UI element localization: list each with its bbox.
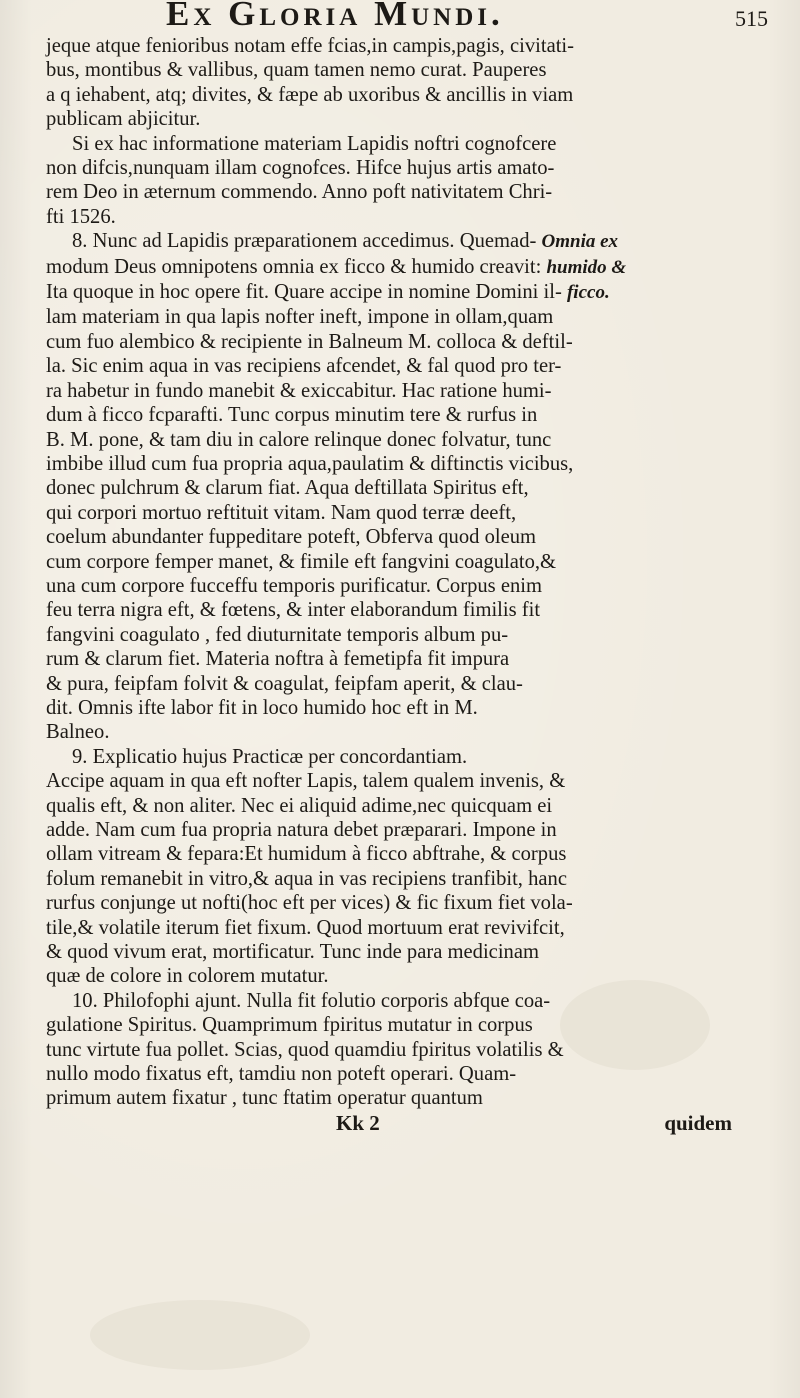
text-line xyxy=(46,255,780,280)
text-line: ra habetur in fundo manebit & exiccabitur. Hac ratione humi- xyxy=(46,379,552,402)
text-line: 10. Philofophi ajunt. Nulla fit folutio corporis abfque coa- xyxy=(72,989,551,1012)
text-line: a q iehabent, atq; divites, & fæpe ab uxoribus & ancillis in viam xyxy=(46,83,574,106)
text-line: qualis eft, & non aliter. Nec ei aliquid adime,nec quicquam ei xyxy=(46,794,553,817)
text-line-content: modum Deus omnipotens omnia ex ficco & humido creavit: xyxy=(46,255,542,278)
running-head xyxy=(46,0,780,34)
text-line: tunc virtute fua pollet. Scias, quod quamdiu fpiritus volatilis & xyxy=(46,1038,564,1061)
section-heading: 9. Explicatio hujus Practicæ per concordantiam. xyxy=(72,745,468,768)
page-footer xyxy=(46,1111,780,1135)
running-title: Ex Gloria Mundi. xyxy=(166,0,504,33)
text-line: non difcis,nunquam illam cognofces. Hifce hujus artis amato- xyxy=(46,157,555,180)
paper-stain xyxy=(560,980,710,1070)
text-line: rum & clarum fiet. Materia noftra à femetipfa fit impura xyxy=(46,648,510,671)
text-line: jeque atque fenioribus notam effe fcias,in campis,pagis, civitati- xyxy=(46,35,575,57)
text-line-content: 8. Nunc ad Lapidis præparationem accedimus. Quemad- xyxy=(72,230,537,253)
marginal-note: humido & xyxy=(546,256,627,278)
text-line: Balneo. xyxy=(46,721,110,744)
text-line: publicam abjicitur. xyxy=(46,108,201,131)
text-line: donec pulchrum & clarum fiat. Aqua deftillata Spiritus eft, xyxy=(46,477,529,500)
signature-mark: Kk 2 xyxy=(336,1110,380,1135)
text-line: B. M. pone, & tam diu in calore relinque donec folvatur, tunc xyxy=(46,428,552,451)
text-line: folum remanebit in vitro,& aqua in vas recipiens tranfibit, hanc xyxy=(46,867,567,890)
text-line: lam materiam in qua lapis nofter ineft, impone in ollam,quam xyxy=(46,306,554,329)
text-line: fti 1526. xyxy=(46,205,116,228)
text-line: & quod vivum erat, mortificatur. Tunc inde para medicinam xyxy=(46,941,540,964)
text-line: bus, montibus & vallibus, quam tamen nemo curat. Pauperes xyxy=(46,59,547,82)
text-line: imbibe illud cum fua propria aqua,paulatim & diftinctis vicibus, xyxy=(46,452,574,475)
catchword: quidem xyxy=(664,1110,732,1135)
text-line: gulatione Spiritus. Quamprimum fpiritus mutatur in corpus xyxy=(46,1014,533,1037)
page-number: 515 xyxy=(735,6,768,31)
marginal-note: ficco. xyxy=(566,282,610,304)
text-line: coelum abundanter fuppeditare poteft, Obferva quod oleum xyxy=(46,526,537,549)
text-line: tile,& volatile iterum fiet fixum. Quod mortuum erat revivifcit, xyxy=(46,916,565,939)
text-line: primum autem fixatur , tunc ftatim operatur quantum xyxy=(46,1087,483,1110)
text-line: Accipe aquam in qua eft nofter Lapis, talem qualem invenis, & xyxy=(46,770,566,793)
text-line: adde. Nam cum fua propria natura debet præparari. Impone in xyxy=(46,819,557,841)
text-line: quæ de colore in colorem mutatur. xyxy=(46,965,329,988)
text-line: fangvini coagulato , fed diuturnitate temporis album pu- xyxy=(46,623,509,646)
text-line: cum corpore femper manet, & fimile eft fangvini coagulato,& xyxy=(46,550,557,573)
paper-stain xyxy=(90,1300,310,1370)
text-line: dit. Omnis ifte labor fit in loco humido hoc eft in M. xyxy=(46,696,478,719)
body-text xyxy=(46,34,780,1111)
text-line: Si ex hac informatione materiam Lapidis noftri cognofcere xyxy=(72,132,557,155)
text-line: cum fuo alembico & recipiente in Balneum M. colloca & deftil- xyxy=(46,330,573,353)
text-line: una cum corpore fucceffu temporis purificatur. Corpus enim xyxy=(46,574,542,597)
text-line xyxy=(46,280,780,305)
text-line: ollam vitream & fepara:Et humidum à ficco abftrahe, & corpus xyxy=(46,843,567,866)
text-line-content: Ita quoque in hoc opere fit. Quare accipe in nomine Domini il- xyxy=(46,281,562,304)
marginal-note: Omnia ex xyxy=(541,231,619,253)
text-line: feu terra nigra eft, & fœtens, & inter elaborandum fimilis fit xyxy=(46,599,541,622)
text-line: qui corpori mortuo reftituit vitam. Nam quod terræ deeft, xyxy=(46,501,517,524)
text-line: rurfus conjunge ut nofti(hoc eft per vices) & fic fixum fiet vola- xyxy=(46,892,573,915)
text-line xyxy=(46,229,780,254)
text-line: & pura, feipfam folvit & coagulat, feipfam aperit, & clau- xyxy=(46,672,523,695)
text-line: la. Sic enim aqua in vas recipiens afcendet, & fal quod pro ter- xyxy=(46,355,562,378)
text-line: rem Deo in æternum commendo. Anno poft nativitatem Chri- xyxy=(46,181,553,204)
text-line: nullo modo fixatus eft, tamdiu non poteft operari. Quam- xyxy=(46,1063,517,1086)
text-line: dum à ficco fcparafti. Tunc corpus minutim tere & rurfus in xyxy=(46,404,538,427)
